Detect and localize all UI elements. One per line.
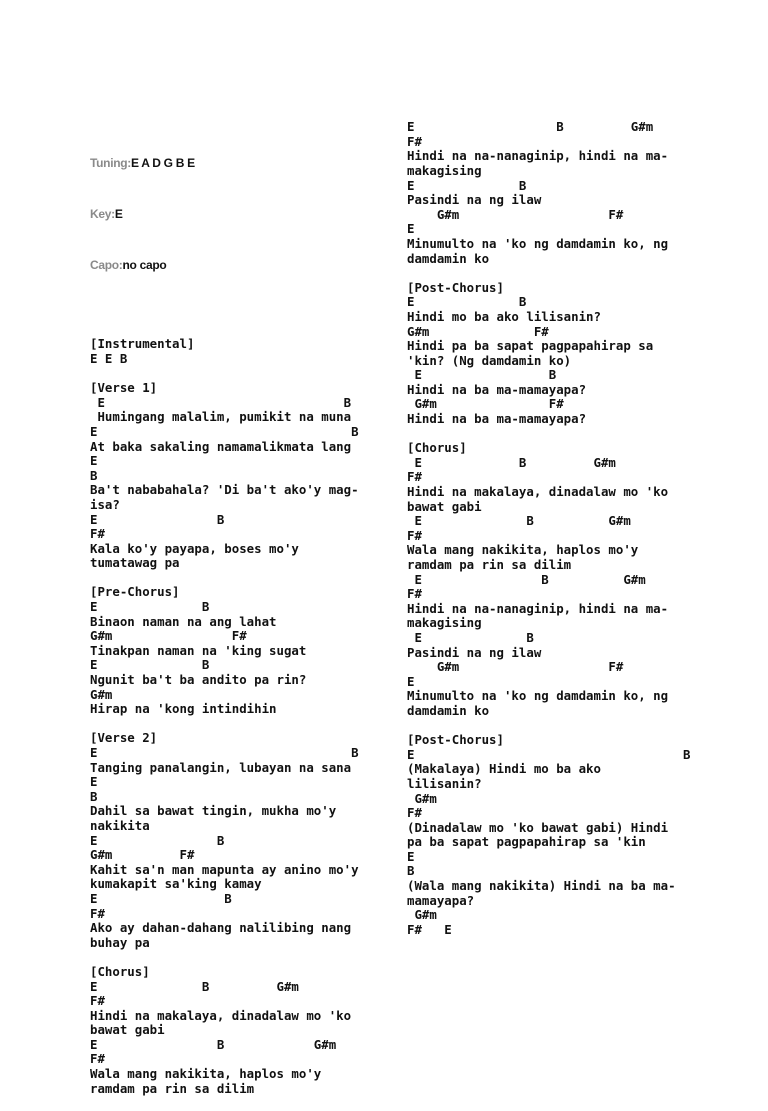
lyric-line: Pasindi na ng ilaw <box>407 644 542 660</box>
lyric-line: pa ba sapat pagpapahirap sa 'kin <box>407 834 646 850</box>
lyric-line: E <box>407 673 415 689</box>
lyric-line: ramdam pa rin sa dilim <box>90 1080 255 1096</box>
lyric-line: G#m <box>407 790 437 806</box>
lyric-line: [Chorus] <box>90 963 150 979</box>
tuning-label: Tuning: <box>90 156 131 171</box>
lyric-line: Kahit sa'n man mapunta ay anino mo'y <box>90 861 359 877</box>
lyric-line: E B <box>90 890 232 906</box>
lyric-line: Hindi na ba ma-mamayapa? <box>407 411 587 427</box>
lyric-line: Minumulto na 'ko ng damdamin ko, ng <box>407 235 669 251</box>
lyric-line: E B <box>90 423 359 439</box>
lyric-line: Tinakpan naman na 'king sugat <box>90 642 307 658</box>
lyric-line: F# E <box>407 921 452 937</box>
lyric-line: F# <box>407 586 422 602</box>
tuning-row <box>90 155 390 172</box>
lyric-line: (Makalaya) Hindi mo ba ako <box>407 761 601 777</box>
lyric-line: E B G#m <box>90 978 299 994</box>
lyric-line: F# <box>407 133 422 149</box>
blank-line <box>407 266 707 281</box>
blank-line <box>90 571 390 586</box>
lyric-line: At baka sakaling namamalikmata lang <box>90 438 352 454</box>
lyric-line: Hindi na makalaya, dinadalaw mo 'ko <box>90 1007 352 1023</box>
lyric-line: E B <box>407 746 691 762</box>
lyric-line: F# <box>90 993 105 1009</box>
lyric-line: G#m F# <box>407 396 564 412</box>
lyric-line: Hindi na makalaya, dinadalaw mo 'ko <box>407 484 669 500</box>
lyric-line: G#m <box>90 686 113 702</box>
lyric-line: E B <box>407 177 527 193</box>
lyric-line: F# <box>90 905 105 921</box>
lyric-line: F# <box>407 527 422 543</box>
lyric-line: Ako ay dahan-dahang nalilibing nang <box>90 920 352 936</box>
lyric-line: E B <box>407 629 534 645</box>
lyric-line: Hindi na na-nanaginip, hindi na ma- <box>407 148 669 164</box>
lyric-line: Dahil sa bawat tingin, mukha mo'y <box>90 803 337 819</box>
lyric-line: damdamin ko <box>407 250 490 266</box>
lyric-line: F# <box>90 1051 105 1067</box>
tuning-value: E A D G B E <box>131 156 195 171</box>
lyric-line: E B G#m <box>407 571 646 587</box>
blank-line <box>407 427 707 442</box>
left-column <box>90 92 390 1111</box>
lyric-line: B <box>407 863 415 879</box>
right-lyrics <box>407 120 707 937</box>
lyric-line: bawat gabi <box>407 498 482 514</box>
capo-row <box>90 257 390 274</box>
right-column <box>407 91 707 952</box>
capo-label: Capo: <box>90 258 123 273</box>
lyric-line: G#m <box>407 907 437 923</box>
lyric-line: G#m F# <box>90 628 247 644</box>
lyric-line: F# <box>90 526 105 542</box>
left-lyrics <box>90 337 390 1096</box>
lyric-line: [Chorus] <box>407 440 467 456</box>
lyric-line: (Dinadalaw mo 'ko bawat gabi) Hindi <box>407 819 669 835</box>
lyric-line: E B <box>90 832 225 848</box>
lyric-line: Ba't nababahala? 'Di ba't ako'y mag- <box>90 482 359 498</box>
lyric-line: makagising <box>407 615 482 631</box>
lyric-line: E B G#m <box>407 119 654 135</box>
key-value: E <box>114 207 123 222</box>
lyric-line: [Verse 1] <box>90 380 158 396</box>
lyric-line: G#m F# <box>407 659 624 675</box>
lyric-line: buhay pa <box>90 934 150 950</box>
lyric-line: ramdam pa rin sa dilim <box>407 557 572 572</box>
lyric-line: Wala mang nakikita, haplos mo'y <box>90 1066 322 1082</box>
lyric-line: G#m F# <box>90 847 195 863</box>
lyric-line: Pasindi na ng ilaw <box>407 192 542 208</box>
blank-line <box>407 719 707 734</box>
lyric-line: G#m F# <box>407 323 549 339</box>
lyric-line: [Post-Chorus] <box>407 279 504 295</box>
lyric-line: [Instrumental] <box>90 336 195 352</box>
lyric-line: E B G#m <box>90 1036 337 1052</box>
lyric-line: Hirap na 'kong intindihin <box>90 701 277 717</box>
lyric-line: Hindi na ba ma-mamayapa? <box>407 381 587 397</box>
lyric-line: E B <box>90 599 210 615</box>
lyric-line: G#m F# <box>407 206 624 222</box>
lyric-line: Tanging panalangin, lubayan na sana <box>90 759 352 775</box>
lyric-line: E B <box>90 394 352 410</box>
lyric-line: E <box>407 221 415 237</box>
capo-value: no capo <box>122 258 167 273</box>
lyric-line: E B <box>407 367 557 383</box>
lyric-line: Hindi na na-nanaginip, hindi na ma- <box>407 600 669 616</box>
lyric-line: E B G#m <box>407 454 616 470</box>
lyric-line: E B <box>407 294 527 310</box>
lyric-line: Humingang malalim, pumikit na muna <box>90 409 352 425</box>
lyric-line: E B <box>90 745 359 760</box>
lyric-line: E E B <box>90 350 128 366</box>
lyric-line: [Pre-Chorus] <box>90 584 180 600</box>
lyric-line: nakikita <box>90 817 150 833</box>
lyric-line: E <box>407 848 415 864</box>
lyric-line: Wala mang nakikita, haplos mo'y <box>407 542 639 558</box>
lyric-line: B <box>90 467 98 483</box>
lyric-line: Minumulto na 'ko ng damdamin ko, ng <box>407 688 669 704</box>
lyric-line: Hindi mo ba ako lilisanin? <box>407 308 601 324</box>
lyric-line: [Verse 2] <box>90 730 158 746</box>
lyric-line: F# <box>407 805 422 821</box>
lyric-line: Kala ko'y payapa, boses mo'y <box>90 540 299 556</box>
lyric-line: E B <box>90 657 210 673</box>
lyric-line: (Wala mang nakikita) Hindi na ba ma- <box>407 878 676 894</box>
lyric-line: F# <box>407 469 422 485</box>
lyric-line: E <box>90 453 98 469</box>
lyric-line: makagising <box>407 162 482 178</box>
lyric-line: isa? <box>90 496 120 512</box>
blank-line <box>90 367 390 382</box>
lyric-line: Ngunit ba't ba andito pa rin? <box>90 672 307 688</box>
lyric-line: lilisanin? <box>407 775 482 791</box>
key-row <box>90 206 390 223</box>
key-label: Key: <box>90 207 115 222</box>
lyric-line: mamayapa? <box>407 892 475 908</box>
lyric-line: tumatawag pa <box>90 555 180 571</box>
lyric-line: E B <box>90 511 225 527</box>
blank-line <box>90 950 390 965</box>
song-meta <box>90 121 390 308</box>
lyric-line: bawat gabi <box>90 1022 165 1038</box>
lyric-line: Binaon naman na ang lahat <box>90 613 277 629</box>
lyric-line: E B G#m <box>407 513 631 529</box>
blank-line <box>90 717 390 732</box>
lyric-line: 'kin? (Ng damdamin ko) <box>407 352 572 368</box>
lyric-line: Hindi pa ba sapat pagpapahirap sa <box>407 338 654 354</box>
lyric-line: damdamin ko <box>407 702 490 718</box>
lyric-line: [Post-Chorus] <box>407 732 504 748</box>
lyric-line: kumakapit sa'king kamay <box>90 876 262 892</box>
lyric-line: B <box>90 788 98 804</box>
lyric-line: E <box>90 774 98 790</box>
